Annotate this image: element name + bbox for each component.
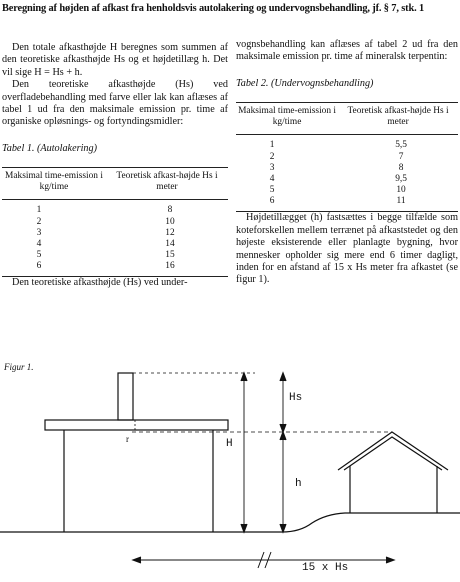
house-roof-inner [344, 437, 442, 470]
arrow-head [280, 373, 286, 381]
emission-cell: 5 [36, 250, 42, 261]
arrow-head [241, 524, 247, 532]
distance-label: 15 x Hs [302, 562, 349, 574]
height-cell: 5,5 [395, 140, 407, 151]
paragraph-total-height: Den totale afkasthøjde H beregnes som summen af den teoretiske afkasthøjde Hs og et højdetillæg h. Det vil sige H = Hs + h. [2, 42, 228, 78]
table-row [2, 228, 228, 239]
emission-cell: 5 [269, 185, 275, 196]
height-cell: 7 [398, 151, 404, 162]
table-row [236, 196, 458, 212]
paragraph-surface-treatment: Den teoretiske afkasthøjde (Hs) ved overfladebehandling med farve eller lak kan aflæses af tabel 1 ud fra den maksimale emission pr. time af organiske opløsnings- og fortyndingsmidler: [2, 79, 228, 128]
emission-cell: 2 [269, 151, 275, 162]
height-cell: 15 [165, 250, 175, 261]
table-row [2, 216, 228, 227]
height-cell: 12 [165, 227, 175, 238]
table-row [236, 151, 458, 162]
figure-label: Figur 1. [4, 362, 34, 372]
arrow-head [280, 432, 286, 440]
height-cell: 10 [165, 216, 175, 227]
table2-col1-header: Maksimal time-emission i kg/time [238, 106, 337, 128]
table-undervognsbehandling [236, 102, 458, 212]
table1-col2-header: Teoretisk afkast-højde Hs i meter [116, 171, 218, 193]
table-autolakering [2, 167, 228, 277]
table-row [236, 185, 458, 196]
arrow-head [386, 557, 394, 563]
total-height-label: H [226, 438, 233, 450]
table-header-row [2, 168, 228, 200]
emission-cell: 3 [36, 227, 42, 238]
table-row [2, 250, 228, 261]
emission-cell: 3 [269, 162, 275, 173]
emission-cell: 1 [36, 205, 42, 216]
table2-caption: Tabel 2. (Undervognsbehandling) [236, 77, 374, 89]
r-mark-label: r [126, 434, 129, 444]
chimney [118, 373, 133, 420]
paragraph-undercoating-intro: Den teoretiske afkasthøjde (Hs) ved under- [12, 277, 188, 289]
paragraph-height-addition: Højdetillægget (h) fastsættes i begge tilfælde som koteforskellen mellem terrænet på afkaststedet og den højeste eksisterende eller planlagte bygning, hvor mennesker opholder sig mere end 6 timer dagligt, inden for en afstand af 15 x Hs meter fra afkastet (se figur 1). [236, 212, 458, 286]
emission-cell: 1 [269, 140, 275, 151]
emission-cell: 4 [269, 173, 275, 184]
ground-line [0, 513, 460, 532]
hs-label: Hs [289, 392, 303, 404]
table-row [236, 163, 458, 174]
emission-cell: 6 [236, 196, 338, 212]
height-cell: 11 [338, 196, 458, 212]
table1-caption: Tabel 1. (Autolakering) [2, 142, 97, 154]
left-column [2, 42, 228, 290]
page-header: Beregning af højden af afkast fra henholdsvis autolakering og undervognsbehandling, jf. § 7, stk. 1 [2, 3, 425, 14]
height-cell: 10 [396, 185, 406, 196]
height-cell: 14 [165, 238, 175, 249]
arrow-head [280, 524, 286, 532]
arrow-head [133, 557, 141, 563]
height-cell: 8 [167, 205, 173, 216]
emission-cell: 4 [36, 238, 42, 249]
height-cell: 8 [398, 162, 404, 173]
figure-1-diagram [0, 350, 460, 582]
table-row [2, 200, 228, 217]
table-row [2, 261, 228, 277]
right-column [236, 39, 458, 287]
table2-col2-header: Teoretisk afkast-højde Hs i meter [347, 106, 449, 128]
table-row [236, 135, 458, 152]
table-row [236, 174, 458, 185]
factory-roof [45, 420, 228, 430]
table1-col1-header: Maksimal time-emission i kg/time [5, 171, 103, 193]
emission-cell: 2 [36, 216, 42, 227]
height-cell: 9,5 [395, 173, 407, 184]
h-label: h [295, 478, 302, 490]
height-cell: 16 [106, 261, 228, 277]
emission-cell: 6 [2, 261, 106, 277]
table-header-row [236, 103, 458, 135]
table-row [2, 239, 228, 250]
paragraph-undercoating-cont: vognsbehandling kan aflæses af tabel 2 ud fra den maksimale emission pr. time af mineralsk terpentin: [236, 39, 458, 63]
arrow-head [241, 373, 247, 381]
